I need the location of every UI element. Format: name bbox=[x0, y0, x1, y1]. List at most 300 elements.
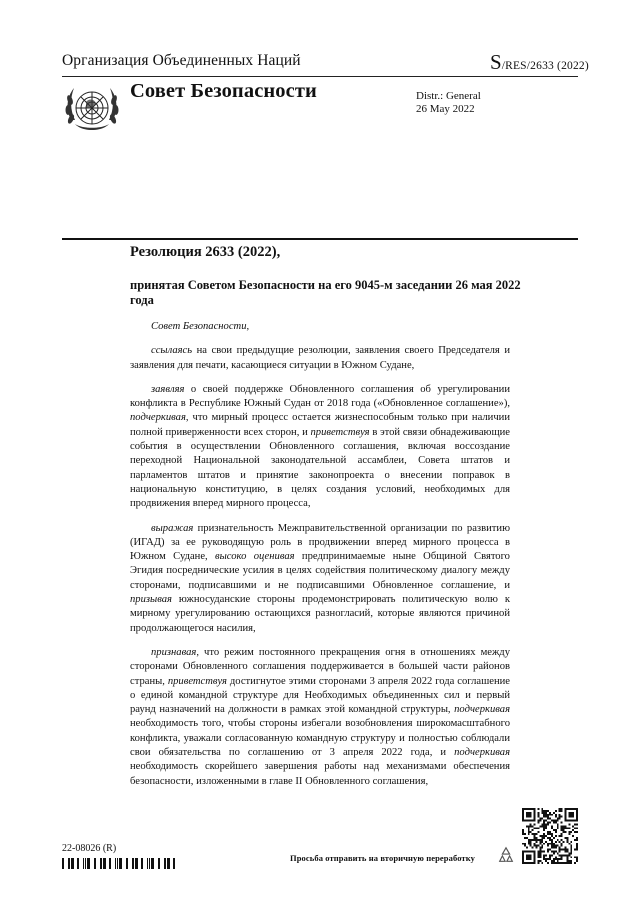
qr-module bbox=[545, 860, 547, 862]
qr-module bbox=[570, 860, 572, 862]
qr-module bbox=[543, 812, 545, 814]
barcode-bar bbox=[77, 858, 79, 869]
qr-module bbox=[541, 847, 543, 849]
qr-module bbox=[549, 818, 551, 820]
qr-module bbox=[563, 825, 565, 827]
qr-module bbox=[574, 849, 576, 851]
barcode-bar bbox=[127, 858, 128, 869]
qr-module bbox=[545, 858, 547, 860]
qr-module bbox=[551, 847, 553, 849]
qr-module bbox=[526, 854, 532, 860]
qr-module bbox=[576, 823, 578, 825]
qr-module bbox=[566, 856, 568, 858]
qr-module bbox=[539, 854, 541, 856]
qr-module bbox=[539, 847, 541, 849]
qr-module bbox=[539, 856, 541, 858]
qr-module bbox=[545, 841, 547, 843]
qr-module bbox=[555, 841, 557, 843]
qr-module bbox=[576, 858, 578, 860]
qr-module bbox=[574, 823, 576, 825]
qr-module bbox=[528, 841, 530, 843]
qr-module bbox=[543, 835, 545, 837]
qr-module bbox=[532, 833, 534, 835]
barcode-bar bbox=[147, 858, 148, 869]
org-name: Организация Объединенных Наций bbox=[62, 52, 301, 69]
qr-module bbox=[545, 827, 547, 829]
qr-module bbox=[522, 829, 524, 831]
qr-module bbox=[557, 825, 559, 827]
qr-module bbox=[537, 839, 539, 841]
qr-module bbox=[536, 841, 538, 843]
resolution-title: Резолюция 2633 (2022), bbox=[130, 244, 281, 260]
qr-module bbox=[574, 839, 576, 841]
barcode-bar bbox=[168, 858, 170, 869]
qr-module bbox=[545, 820, 547, 822]
qr-module bbox=[566, 839, 568, 841]
qr-module bbox=[522, 831, 524, 833]
barcode-bar bbox=[159, 858, 160, 869]
qr-module bbox=[561, 839, 563, 841]
qr-module bbox=[566, 854, 568, 856]
qr-module bbox=[566, 862, 568, 864]
qr-module bbox=[555, 829, 557, 831]
paragraph-text: южносуданские стороны продемонстрировать политическую волю к мирному урегулированию остающихся разногласий, которые являются причиной продолжающегося насилия, bbox=[130, 594, 510, 634]
qr-module bbox=[541, 812, 543, 814]
qr-module bbox=[559, 816, 561, 818]
qr-module bbox=[549, 849, 551, 851]
qr-module bbox=[551, 862, 553, 864]
qr-module bbox=[543, 810, 545, 812]
qr-module bbox=[551, 814, 553, 816]
qr-module bbox=[551, 839, 553, 841]
qr-module bbox=[574, 862, 576, 864]
qr-module bbox=[570, 849, 572, 851]
paragraph-text: предпринимаемые ныне Общиной Святого Эгидия посреднические усилия в целях содействия политическому диалогу между сторонами, подписавшими и не подписавшими Обновленное соглашение, и bbox=[130, 551, 510, 591]
italic-phrase: Совет Безопасности, bbox=[151, 321, 250, 332]
italic-phrase: высоко оценивая bbox=[215, 551, 295, 563]
qr-module bbox=[551, 833, 553, 835]
qr-module bbox=[530, 839, 532, 841]
qr-module bbox=[561, 816, 563, 818]
qr-module bbox=[576, 831, 578, 833]
qr-module bbox=[537, 808, 539, 810]
qr-module bbox=[563, 831, 565, 833]
qr-module bbox=[534, 823, 536, 825]
barcode-bar bbox=[68, 858, 70, 869]
qr-module bbox=[570, 852, 572, 854]
qr-module bbox=[534, 837, 536, 839]
qr-module bbox=[551, 854, 553, 856]
qr-module bbox=[539, 841, 541, 843]
qr-module bbox=[528, 825, 530, 827]
qr-code-icon bbox=[522, 808, 578, 864]
qr-module bbox=[564, 849, 566, 851]
qr-module bbox=[557, 839, 559, 841]
qr-module bbox=[549, 822, 551, 824]
qr-module bbox=[555, 858, 557, 860]
qr-module bbox=[553, 862, 555, 864]
qr-module bbox=[553, 845, 555, 847]
qr-module bbox=[561, 822, 563, 824]
barcode-bar bbox=[87, 858, 88, 869]
qr-module bbox=[545, 814, 547, 816]
barcode-bar bbox=[94, 858, 95, 869]
qr-module bbox=[537, 850, 539, 852]
qr-module bbox=[549, 843, 551, 845]
qr-module bbox=[551, 843, 553, 845]
qr-module bbox=[566, 849, 568, 851]
qr-module bbox=[561, 843, 563, 845]
qr-module bbox=[532, 825, 534, 827]
qr-module bbox=[532, 829, 534, 831]
qr-module bbox=[551, 860, 553, 862]
qr-module bbox=[551, 845, 553, 847]
qr-module bbox=[547, 843, 549, 845]
qr-module bbox=[539, 852, 541, 854]
qr-module bbox=[555, 847, 557, 849]
qr-module bbox=[566, 837, 568, 839]
qr-module bbox=[547, 858, 549, 860]
qr-module bbox=[528, 827, 530, 829]
qr-module bbox=[559, 854, 561, 856]
un-emblem-icon bbox=[62, 80, 122, 140]
paragraph-text: признательность Межправительственной организации по развитию (ИГАД) за ее руководящую роль в продвижении вперед мирного процесса в Южном Судане, bbox=[130, 522, 510, 563]
qr-module bbox=[547, 814, 549, 816]
qr-module bbox=[541, 808, 543, 810]
qr-module bbox=[553, 843, 555, 845]
qr-module bbox=[566, 841, 568, 843]
qr-module bbox=[539, 818, 541, 820]
barcode-bar bbox=[89, 858, 90, 869]
qr-module bbox=[524, 833, 526, 835]
qr-module bbox=[559, 814, 561, 816]
qr-module bbox=[549, 831, 551, 833]
paragraph-text: на свои предыдущие резолюции, заявления своего Председателя и заявления для печати, касающиеся ситуации в Южном Судане, bbox=[130, 345, 510, 371]
qr-module bbox=[524, 845, 526, 847]
qr-module bbox=[553, 847, 555, 849]
qr-module bbox=[541, 823, 543, 825]
qr-module bbox=[555, 816, 557, 818]
italic-phrase: ссылаясь bbox=[151, 345, 193, 357]
qr-module bbox=[564, 837, 566, 839]
qr-module bbox=[551, 835, 553, 837]
title-rule bbox=[62, 238, 578, 240]
qr-module bbox=[541, 825, 543, 827]
qr-module bbox=[545, 812, 547, 814]
qr-module bbox=[557, 823, 559, 825]
qr-module bbox=[534, 835, 536, 837]
qr-module bbox=[547, 845, 549, 847]
qr-module bbox=[559, 810, 561, 812]
qr-module bbox=[564, 831, 566, 833]
qr-module bbox=[547, 833, 549, 835]
qr-module bbox=[559, 847, 561, 849]
qr-module bbox=[557, 818, 559, 820]
qr-module bbox=[561, 858, 563, 860]
qr-module bbox=[553, 852, 555, 854]
qr-module bbox=[553, 829, 555, 831]
barcode-bar bbox=[85, 858, 86, 869]
qr-module bbox=[574, 831, 576, 833]
qr-module bbox=[563, 841, 565, 843]
qr-module bbox=[532, 839, 534, 841]
qr-module bbox=[551, 841, 553, 843]
qr-module bbox=[539, 843, 541, 845]
barcode-bar bbox=[153, 858, 154, 869]
qr-module bbox=[555, 835, 557, 837]
paragraph bbox=[130, 522, 510, 636]
qr-module bbox=[566, 850, 568, 852]
qr-module bbox=[524, 843, 526, 845]
qr-module bbox=[543, 858, 545, 860]
qr-module bbox=[541, 818, 543, 820]
qr-module bbox=[543, 837, 545, 839]
qr-module bbox=[541, 837, 543, 839]
document-symbol bbox=[490, 50, 589, 75]
qr-module bbox=[528, 829, 530, 831]
qr-module bbox=[539, 835, 541, 837]
qr-module bbox=[564, 862, 566, 864]
qr-module bbox=[570, 845, 572, 847]
qr-module bbox=[543, 822, 545, 824]
qr-module bbox=[528, 833, 530, 835]
qr-module bbox=[576, 860, 578, 862]
qr-module bbox=[537, 856, 539, 858]
qr-module bbox=[532, 847, 534, 849]
italic-phrase: выражая bbox=[151, 522, 194, 534]
qr-module bbox=[559, 849, 561, 851]
qr-module bbox=[568, 827, 570, 829]
barcode-bar bbox=[132, 858, 134, 869]
qr-module bbox=[530, 843, 532, 845]
qr-module bbox=[570, 847, 572, 849]
qr-module bbox=[539, 839, 541, 841]
barcode-bar bbox=[120, 858, 121, 869]
qr-module bbox=[576, 839, 578, 841]
qr-module bbox=[555, 856, 557, 858]
barcode-bar bbox=[135, 858, 136, 869]
qr-module bbox=[537, 852, 539, 854]
qr-module bbox=[537, 845, 539, 847]
qr-module bbox=[561, 845, 563, 847]
qr-module bbox=[559, 841, 561, 843]
qr-module bbox=[549, 833, 551, 835]
italic-phrase: подчеркивая bbox=[454, 704, 510, 716]
qr-module bbox=[549, 814, 551, 816]
qr-module bbox=[536, 845, 538, 847]
qr-module bbox=[543, 825, 545, 827]
qr-module bbox=[568, 860, 570, 862]
qr-module bbox=[568, 843, 570, 845]
qr-module bbox=[530, 825, 532, 827]
qr-module bbox=[564, 850, 566, 852]
qr-module bbox=[539, 825, 541, 827]
qr-module bbox=[553, 822, 555, 824]
barcode-icon bbox=[62, 858, 178, 869]
resolution-subtitle: принятая Советом Безопасности на его 9045-м заседании 26 мая 2022 года bbox=[130, 278, 521, 307]
qr-module bbox=[566, 858, 568, 860]
qr-module bbox=[524, 837, 526, 839]
barcode-bar bbox=[173, 858, 175, 869]
qr-module bbox=[561, 856, 563, 858]
qr-module bbox=[568, 823, 570, 825]
qr-module bbox=[545, 835, 547, 837]
qr-module bbox=[522, 833, 524, 835]
qr-module bbox=[561, 835, 563, 837]
distribution-info bbox=[416, 90, 481, 116]
qr-module bbox=[561, 862, 563, 864]
symbol-letter: S bbox=[490, 50, 502, 74]
qr-module bbox=[563, 862, 565, 864]
paragraph-text: , что мирный процесс остается жизнеспособным только при наличии полной приверженности всех сторон, и bbox=[130, 412, 510, 438]
qr-module bbox=[557, 860, 559, 862]
qr-module bbox=[534, 843, 536, 845]
paragraph-text: достигнутое этими сторонами 3 апреля 2022 года соглашение о единой командной структуре для Необходимых объединенных сил и первый раунд назначений на должности в рамках этой командной структуры, bbox=[130, 675, 510, 716]
qr-module bbox=[553, 820, 555, 822]
qr-module bbox=[545, 816, 547, 818]
qr-module bbox=[574, 827, 576, 829]
qr-module bbox=[526, 812, 532, 818]
qr-module bbox=[547, 822, 549, 824]
qr-module bbox=[541, 835, 543, 837]
qr-module bbox=[530, 841, 532, 843]
distr-line: Distr.: General bbox=[416, 90, 481, 102]
qr-module bbox=[528, 831, 530, 833]
qr-module bbox=[537, 816, 539, 818]
qr-module bbox=[576, 843, 578, 845]
qr-module bbox=[539, 850, 541, 852]
italic-phrase: призывая bbox=[130, 594, 172, 606]
header-rule bbox=[62, 76, 578, 77]
qr-module bbox=[543, 827, 545, 829]
qr-module bbox=[543, 820, 545, 822]
barcode-bar bbox=[158, 858, 159, 869]
barcode-bar bbox=[117, 858, 118, 869]
qr-module bbox=[547, 850, 549, 852]
qr-module bbox=[576, 847, 578, 849]
qr-module bbox=[555, 822, 557, 824]
qr-module bbox=[564, 825, 566, 827]
qr-module bbox=[576, 856, 578, 858]
barcode-bar bbox=[164, 858, 166, 869]
qr-module bbox=[561, 810, 563, 812]
qr-module bbox=[537, 820, 539, 822]
italic-phrase: приветствуя bbox=[167, 675, 227, 687]
qr-module bbox=[528, 839, 530, 841]
barcode-bar bbox=[103, 858, 104, 869]
qr-module bbox=[555, 814, 557, 816]
qr-module bbox=[559, 808, 561, 810]
qr-module bbox=[543, 814, 545, 816]
barcode-bar bbox=[121, 858, 122, 869]
qr-module bbox=[522, 843, 524, 845]
barcode-bar bbox=[149, 858, 150, 869]
qr-module bbox=[557, 852, 559, 854]
qr-module bbox=[566, 860, 568, 862]
barcode-bar bbox=[100, 858, 102, 869]
qr-module bbox=[561, 849, 563, 851]
qr-module bbox=[537, 831, 539, 833]
barcode-bar bbox=[141, 858, 143, 869]
qr-module bbox=[555, 845, 557, 847]
qr-module bbox=[553, 837, 555, 839]
paragraph-text: необходимость скорейшего завершения работы над механизмами обеспечения безопасности, изложенными в главе II Обновленного соглашения, bbox=[130, 761, 510, 787]
qr-module bbox=[547, 837, 549, 839]
qr-module bbox=[568, 812, 574, 818]
document-id: 22-08026 (R) bbox=[62, 843, 117, 854]
resolution-body bbox=[130, 320, 510, 799]
qr-module bbox=[563, 854, 565, 856]
qr-module bbox=[568, 831, 570, 833]
qr-module bbox=[537, 814, 539, 816]
qr-module bbox=[549, 812, 551, 814]
paragraph-text: , что режим постоянного прекращения огня в отношениях между сторонами Обновленного соглашения поддерживается в большей части районов страны, bbox=[130, 646, 510, 687]
qr-module bbox=[543, 843, 545, 845]
paragraph-text: необходимость того, чтобы стороны избегали возобновления широкомасштабного конфликта, уважали согласованную командную структуру и полностью соблюдали свои обязательства по соглашению от 3 апреля 2022 года, и bbox=[130, 718, 510, 759]
barcode-bar bbox=[119, 858, 120, 869]
qr-module bbox=[543, 823, 545, 825]
qr-module bbox=[576, 849, 578, 851]
barcode-bar bbox=[115, 858, 116, 869]
qr-module bbox=[539, 860, 541, 862]
qr-module bbox=[545, 823, 547, 825]
barcode-bar bbox=[83, 858, 84, 869]
qr-module bbox=[568, 862, 570, 864]
qr-module bbox=[557, 820, 559, 822]
qr-module bbox=[541, 841, 543, 843]
qr-module bbox=[543, 833, 545, 835]
qr-module bbox=[539, 820, 541, 822]
qr-module bbox=[537, 827, 539, 829]
qr-module bbox=[572, 825, 574, 827]
qr-module bbox=[559, 818, 561, 820]
qr-module bbox=[572, 835, 574, 837]
qr-module bbox=[534, 827, 536, 829]
qr-module bbox=[545, 825, 547, 827]
qr-module bbox=[574, 856, 576, 858]
qr-module bbox=[543, 856, 545, 858]
qr-module bbox=[547, 862, 549, 864]
qr-module bbox=[561, 808, 563, 810]
qr-module bbox=[541, 850, 543, 852]
qr-module bbox=[541, 810, 543, 812]
qr-module bbox=[537, 854, 539, 856]
qr-module bbox=[559, 850, 561, 852]
qr-module bbox=[526, 825, 528, 827]
qr-module bbox=[539, 849, 541, 851]
qr-module bbox=[541, 839, 543, 841]
qr-module bbox=[530, 823, 532, 825]
qr-module bbox=[561, 825, 563, 827]
qr-module bbox=[553, 850, 555, 852]
barcode-bar bbox=[152, 858, 153, 869]
qr-module bbox=[551, 850, 553, 852]
qr-module bbox=[549, 858, 551, 860]
qr-module bbox=[547, 849, 549, 851]
qr-module bbox=[557, 827, 559, 829]
italic-phrase: заявляя bbox=[151, 383, 185, 395]
symbol-number: /RES/2633 (2022) bbox=[501, 60, 589, 72]
qr-module bbox=[568, 854, 570, 856]
qr-module bbox=[553, 860, 555, 862]
qr-module bbox=[549, 837, 551, 839]
qr-module bbox=[551, 825, 553, 827]
recycle-notice: Просьба отправить на вторичную переработку bbox=[290, 853, 475, 863]
qr-module bbox=[570, 831, 572, 833]
qr-module bbox=[536, 847, 538, 849]
qr-module bbox=[555, 850, 557, 852]
qr-module bbox=[572, 829, 574, 831]
